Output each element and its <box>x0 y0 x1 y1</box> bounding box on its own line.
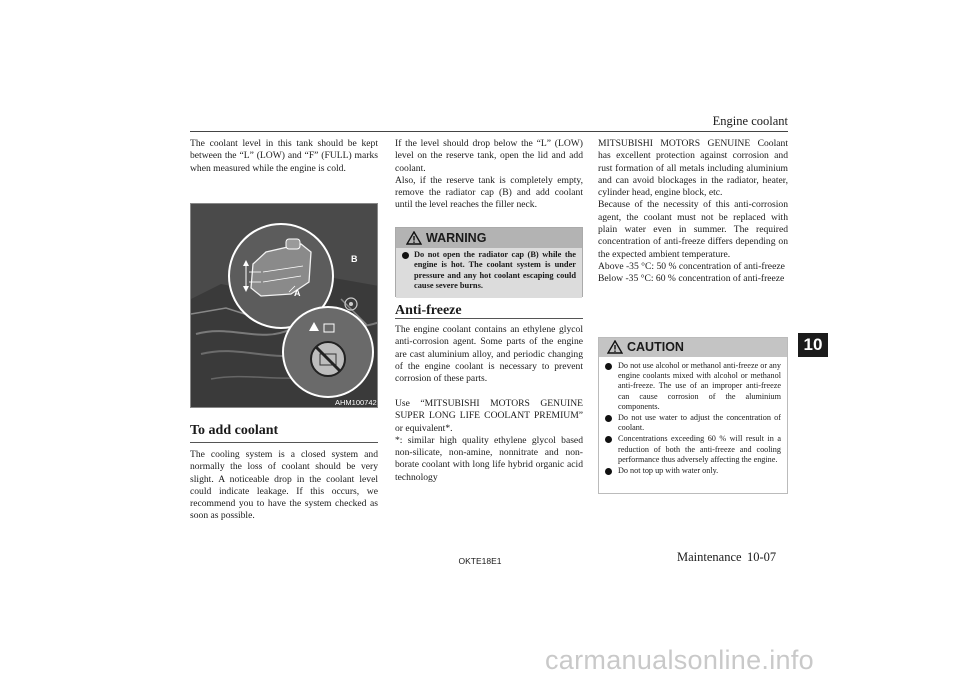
warning-header <box>396 228 582 248</box>
body-text: The cooling system is a closed system and normally the loss of coolant should be very slight. A noticeable drop in the coolant level could indicate leakage. If this occurs, we recommend you to have the system checked as soon as possible. <box>190 449 378 522</box>
warning-triangle-icon <box>406 231 422 245</box>
caution-item-text: Do not use water to adjust the concentration of coolant. <box>618 413 781 433</box>
warning-body <box>396 248 582 298</box>
caution-item <box>605 361 781 412</box>
watermark: carmanualsonline.info <box>545 645 814 675</box>
bullet-icon <box>605 468 612 475</box>
caution-item <box>605 413 781 433</box>
caution-body <box>599 357 787 476</box>
paragraph: The engine coolant contains an ethylene glycol anti-corrosion agent. Some parts of the engine are cast aluminium alloy, and periodic changing of the engine coolant is necessary to prevent corrosion of these parts. <box>395 324 583 385</box>
to-add-coolant-heading: To add coolant <box>190 423 279 438</box>
bullet-icon <box>605 415 612 422</box>
page-number: 10-07 <box>747 550 777 564</box>
heading-rule <box>395 318 583 319</box>
to-add-coolant-paragraph <box>190 449 378 523</box>
heading-rule <box>190 442 378 443</box>
caution-header <box>599 338 787 357</box>
caution-item-text: Do not top up with water only. <box>618 466 719 476</box>
paragraph: Because of the necessity of this anti-corrosion agent, the coolant must not be replaced with plain water even in summer. The required concentration of anti-freeze differs depending on the expected ambient temperature. <box>598 199 788 260</box>
bullet-icon <box>402 252 409 259</box>
engine-bay-illustration <box>191 204 378 408</box>
warning-text: Do not open the radiator cap (B) while the engine is hot. The coolant system is under pressure and any hot coolant escaping could cause severe burns. <box>414 250 576 291</box>
reserve-tank-figure <box>190 203 378 408</box>
coolant-properties <box>598 138 788 286</box>
label-b: B <box>351 254 358 264</box>
figure-code: AHM100742 <box>335 398 377 407</box>
warning-title: WARNING <box>426 231 487 245</box>
label-a: A <box>294 288 301 298</box>
paragraph: Above -35 °C: 50 % concentration of anti-freeze <box>598 260 785 272</box>
paragraph: If the level should drop below the “L” (LOW) level on the reserve tank, open the lid and add coolant. <box>395 138 583 174</box>
paragraph: *: similar high quality ethylene glycol based non-silicate, non-amine, nonnitrate and non-borate coolant with long life hybrid organic acid technology <box>395 434 583 483</box>
caution-item-text: Do not use alcohol or methanol anti-freeze or any engine coolants mixed with alcohol or methanol anti-freeze. The use of an improper anti-freeze can cause corrosion of the aluminium components. <box>618 361 781 411</box>
anti-freeze-paragraph <box>395 324 583 385</box>
coolant-level-paragraph <box>190 138 378 175</box>
caution-box <box>598 337 788 494</box>
section-tab: 10 <box>798 333 828 357</box>
warning-triangle-icon <box>607 340 623 354</box>
footer-section: Maintenance <box>677 550 742 564</box>
caution-item <box>605 466 781 476</box>
paragraph: Below -35 °C: 60 % concentration of anti-freeze <box>598 273 785 285</box>
intro-text: The coolant level in this tank should be kept between the “L” (LOW) and “F” (FULL) marks when measured while the engine is cold. <box>190 138 378 174</box>
footer-code: OKTE18E1 <box>458 556 502 566</box>
bullet-icon <box>605 363 612 370</box>
caution-title: CAUTION <box>627 340 684 354</box>
refill-instructions <box>395 138 583 212</box>
caution-item-text: Concentrations exceeding 60 % will result in a reduction of both the anti-freeze and cooling performance thus adversely affecting the engine. <box>618 434 781 464</box>
page-header-title: Engine coolant <box>712 114 788 128</box>
coolant-recommendation <box>395 398 583 484</box>
paragraph: Also, if the reserve tank is completely empty, remove the radiator cap (B) and add coolant until the level reaches the filler neck. <box>395 174 583 211</box>
bullet-icon <box>605 436 612 443</box>
paragraph: Use “MITSUBISHI MOTORS GENUINE SUPER LONG LIFE COOLANT PREMIUM” or equivalent*. <box>395 398 583 434</box>
warning-box <box>395 227 583 297</box>
header-rule <box>190 131 788 132</box>
caution-item <box>605 434 781 465</box>
anti-freeze-heading: Anti-freeze <box>395 303 462 318</box>
paragraph: MITSUBISHI MOTORS GENUINE Coolant has excellent protection against corrosion and rust formation of all metals including aluminium and can avoid blockages in the radiator, heater, cylinder head, engine block, etc. <box>598 138 788 199</box>
